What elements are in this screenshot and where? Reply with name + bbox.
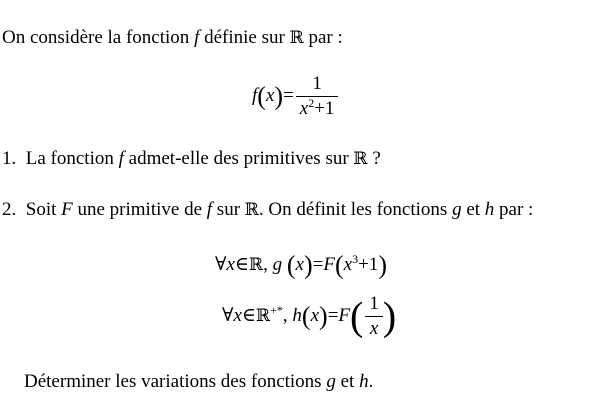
- task-text-c: .: [368, 371, 374, 392]
- question-1: [2, 148, 381, 170]
- q2-text-d: . On définit les fonctions: [258, 199, 453, 220]
- den-exponent: 2: [308, 96, 315, 110]
- task-line: [24, 371, 373, 393]
- g-name: g: [272, 254, 283, 275]
- h-reals-superscript: +*: [270, 303, 283, 317]
- den-rest: +1: [314, 98, 335, 119]
- big-paren-open: (: [350, 293, 364, 339]
- formula-h: [222, 290, 396, 342]
- formula-f: [252, 74, 338, 118]
- g-rest: +1: [358, 254, 379, 275]
- fraction-denominator: [296, 97, 339, 119]
- equals-sign: =: [283, 84, 294, 106]
- formula-f-var: x: [265, 84, 275, 106]
- formula-f-name: f: [252, 84, 258, 106]
- paren-close: ): [274, 81, 284, 111]
- function-f: f: [194, 27, 200, 48]
- q2-text-b: une primitive de: [72, 199, 207, 220]
- paren-open: (: [286, 250, 296, 280]
- q2-number: 2.: [2, 199, 17, 220]
- task-g: g: [326, 371, 336, 392]
- q2-text-c: sur: [212, 199, 245, 220]
- intro-text-a: On considère la fonction: [2, 27, 195, 48]
- q1-text-a: La fonction: [25, 148, 119, 169]
- intro-text-c: par :: [303, 27, 343, 48]
- g-quant-var: x: [226, 254, 235, 275]
- g-var: x: [295, 254, 304, 275]
- g-exponent: 3: [352, 252, 359, 266]
- q2-text-f: par :: [494, 199, 534, 220]
- q1-text-c: ?: [367, 148, 381, 169]
- in-symbol: ∈: [234, 254, 249, 275]
- task-h: h: [359, 371, 369, 392]
- g-reals: ℝ: [248, 255, 264, 275]
- paren-close: ): [319, 301, 328, 331]
- den-var: x: [299, 98, 309, 119]
- question-2: [2, 199, 533, 221]
- intro-text-b: définie sur: [199, 27, 290, 48]
- forall-symbol: ∀: [215, 254, 227, 275]
- h-comma: ,: [282, 305, 288, 326]
- fraction-numerator: 1: [296, 74, 339, 97]
- paren-open: (: [257, 81, 266, 111]
- h-fraction-numerator: 1: [365, 294, 383, 317]
- forall-symbol: ∀: [222, 305, 234, 326]
- paren-open: (: [334, 250, 344, 280]
- h-name: h: [292, 305, 302, 326]
- paren-close: ): [378, 250, 387, 280]
- paren-close: ): [303, 250, 313, 280]
- q1-f: f: [118, 148, 124, 169]
- q2-g: g: [452, 199, 462, 220]
- q1-reals: ℝ: [353, 149, 368, 169]
- formula-g: [215, 250, 387, 280]
- q1-number: 1.: [2, 148, 17, 169]
- q2-reals: ℝ: [244, 200, 259, 220]
- intro-line: [2, 27, 343, 49]
- q1-text-b: admet-elle des primitives sur: [123, 148, 354, 169]
- h-reals: ℝ: [255, 306, 271, 326]
- in-symbol: ∈: [241, 305, 256, 326]
- fraction: [296, 74, 339, 119]
- q2-h: h: [484, 199, 495, 220]
- paren-open: (: [301, 301, 311, 331]
- task-text-b: et: [335, 371, 360, 392]
- h-equals: =: [327, 305, 339, 326]
- h-F: F: [338, 305, 351, 326]
- h-var: x: [310, 305, 320, 326]
- q2-f: f: [206, 199, 213, 220]
- q2-text-e: et: [461, 199, 485, 220]
- g-equals: =: [312, 254, 324, 275]
- q2-text-a: Soit: [25, 199, 62, 220]
- reals-symbol: ℝ: [289, 28, 304, 48]
- h-quant-var: x: [233, 305, 242, 326]
- h-fraction-denominator: x: [369, 318, 379, 340]
- g-F: F: [323, 254, 335, 275]
- big-paren-close: ): [382, 293, 397, 339]
- h-fraction: [365, 294, 383, 339]
- task-text-a: Déterminer les variations des fonctions: [24, 371, 327, 392]
- g-comma: ,: [263, 254, 268, 275]
- q2-F: F: [61, 199, 73, 220]
- g-inner-var: x: [343, 254, 353, 275]
